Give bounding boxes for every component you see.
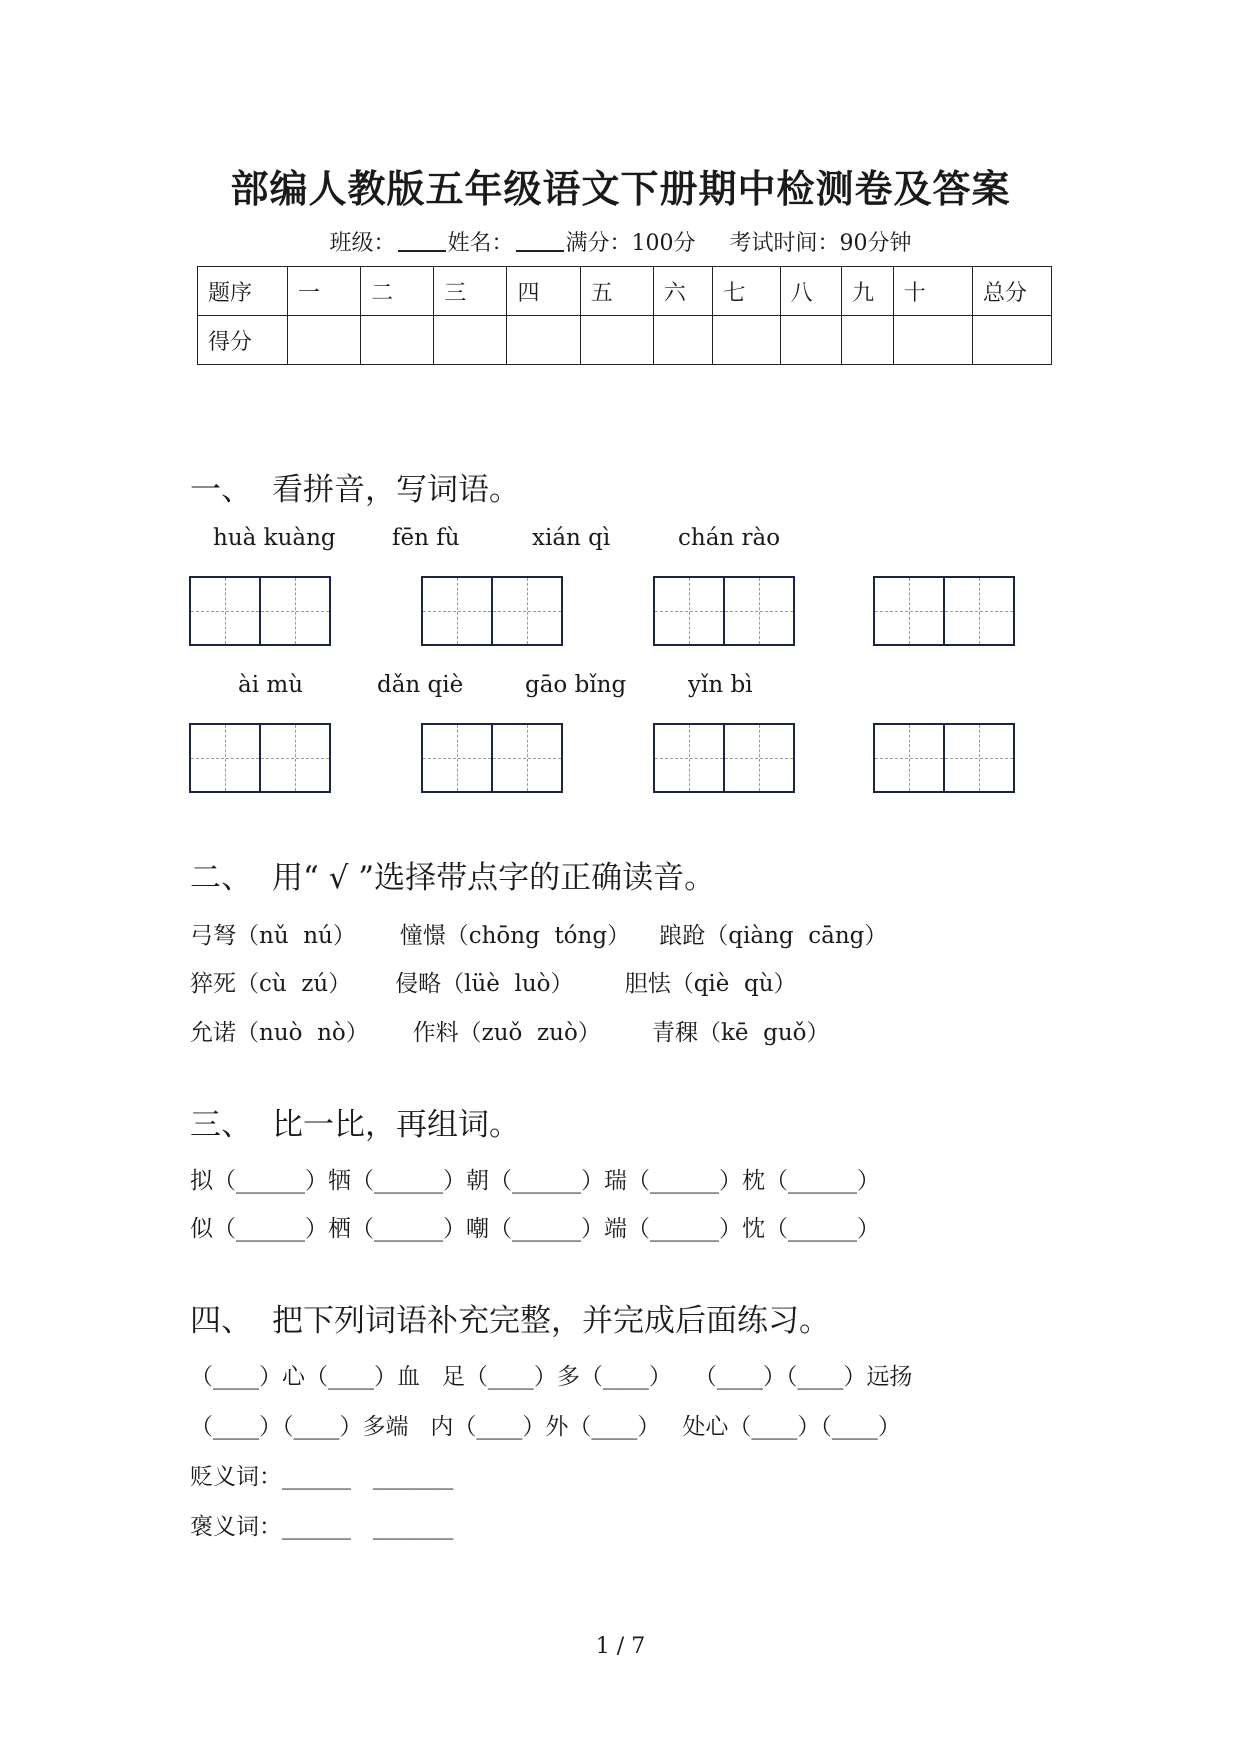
score-cell[interactable] bbox=[580, 316, 653, 365]
reading-choice-line[interactable]: 弓弩（nǔ nú） 憧憬（chōng tóng） 踉跄（qiàng cāng） bbox=[190, 923, 888, 949]
pinyin-label: gāo bǐng bbox=[525, 672, 627, 698]
score-cell[interactable] bbox=[893, 316, 972, 365]
compare-words-line[interactable]: 似（______）栖（______）嘲（______）端（______）忱（______） bbox=[190, 1216, 880, 1242]
derogatory-words-line[interactable]: 贬义词：______ _______ bbox=[190, 1464, 454, 1490]
class-label: 班级： bbox=[329, 231, 396, 256]
score-cell[interactable] bbox=[780, 316, 841, 365]
writing-grid[interactable] bbox=[653, 723, 795, 793]
pinyin-label: fēn fù bbox=[392, 525, 460, 551]
score-cell[interactable] bbox=[361, 316, 434, 365]
score-cell[interactable] bbox=[713, 316, 780, 365]
score-cell[interactable] bbox=[287, 316, 360, 365]
section-title: 把下列词语补充完整，并完成后面练习。 bbox=[272, 1303, 830, 1339]
table-header-cell: 五 bbox=[580, 267, 653, 316]
reading-choice-line[interactable]: 猝死（cù zú） 侵略（lüè luò） 胆怯（qiè qù） bbox=[190, 971, 797, 997]
writing-grid[interactable] bbox=[873, 576, 1015, 646]
table-header-cell: 三 bbox=[434, 267, 507, 316]
full-score: 满分：100分 bbox=[565, 231, 696, 256]
section-title: 比一比，再组词。 bbox=[272, 1107, 520, 1143]
section-2-heading bbox=[190, 852, 715, 897]
exam-time: 考试时间：90分钟 bbox=[729, 231, 912, 256]
writing-grid[interactable] bbox=[189, 576, 331, 646]
compare-words-line[interactable]: 拟（______）牺（______）朝（______）瑞（______）枕（______） bbox=[190, 1168, 880, 1194]
score-cell[interactable] bbox=[972, 316, 1051, 365]
section-title: 看拼音，写词语。 bbox=[272, 472, 520, 508]
table-header-cell: 四 bbox=[507, 267, 580, 316]
section-number: 三、 bbox=[190, 1107, 252, 1143]
table-header-cell: 九 bbox=[842, 267, 894, 316]
writing-grid[interactable] bbox=[421, 723, 563, 793]
pinyin-label: chán rào bbox=[678, 525, 781, 551]
score-table bbox=[197, 266, 1052, 365]
score-cell[interactable] bbox=[434, 316, 507, 365]
score-row-label: 得分 bbox=[198, 316, 288, 365]
section-number: 四、 bbox=[190, 1303, 252, 1339]
section-number: 一、 bbox=[190, 472, 252, 508]
table-header-cell: 六 bbox=[653, 267, 712, 316]
table-header-cell: 二 bbox=[361, 267, 434, 316]
reading-choice-line[interactable]: 允诺（nuò nò） 作料（zuǒ zuò） 青稞（kē guǒ） bbox=[190, 1020, 830, 1046]
writing-grid[interactable] bbox=[421, 576, 563, 646]
name-label: 姓名： bbox=[447, 231, 514, 256]
score-cell[interactable] bbox=[507, 316, 580, 365]
writing-grid[interactable] bbox=[189, 723, 331, 793]
table-header-cell: 十 bbox=[893, 267, 972, 316]
score-table-score-row bbox=[198, 316, 1052, 365]
idiom-fill-line[interactable]: （____）心（____）血 足（____）多（____） （____）（____）远扬 bbox=[190, 1364, 913, 1390]
score-cell[interactable] bbox=[842, 316, 894, 365]
pinyin-label: yǐn bì bbox=[688, 672, 753, 698]
section-title: 用“ √ ”选择带点字的正确读音。 bbox=[272, 860, 716, 896]
writing-grid[interactable] bbox=[653, 576, 795, 646]
pinyin-label: xián qì bbox=[532, 525, 611, 551]
writing-grid[interactable] bbox=[873, 723, 1015, 793]
table-header-cell: 题序 bbox=[198, 267, 288, 316]
page-title: 部编人教版五年级语文下册期中检测卷及答案 bbox=[230, 167, 1011, 211]
pinyin-label: ài mù bbox=[238, 672, 304, 698]
table-header-cell: 八 bbox=[780, 267, 841, 316]
commendatory-words-line[interactable]: 褒义词：______ _______ bbox=[190, 1514, 454, 1540]
page-number: 1 / 7 bbox=[595, 1634, 646, 1659]
score-table-header-row bbox=[198, 267, 1052, 316]
score-cell[interactable] bbox=[653, 316, 712, 365]
name-blank[interactable] bbox=[516, 232, 564, 252]
table-header-cell: 一 bbox=[287, 267, 360, 316]
table-header-cell: 七 bbox=[713, 267, 780, 316]
class-blank[interactable] bbox=[398, 232, 446, 252]
idiom-fill-line[interactable]: （____）（____）多端 内（____）外（____） 处心（____）（____） bbox=[190, 1414, 901, 1440]
section-4-heading bbox=[190, 1295, 830, 1340]
pinyin-label: dǎn qiè bbox=[377, 672, 464, 698]
pinyin-label: huà kuàng bbox=[213, 525, 336, 551]
section-3-heading bbox=[190, 1099, 520, 1144]
exam-meta bbox=[0, 226, 1241, 257]
section-1-heading bbox=[190, 464, 520, 509]
table-header-cell: 总分 bbox=[972, 267, 1051, 316]
section-number: 二、 bbox=[190, 860, 252, 896]
